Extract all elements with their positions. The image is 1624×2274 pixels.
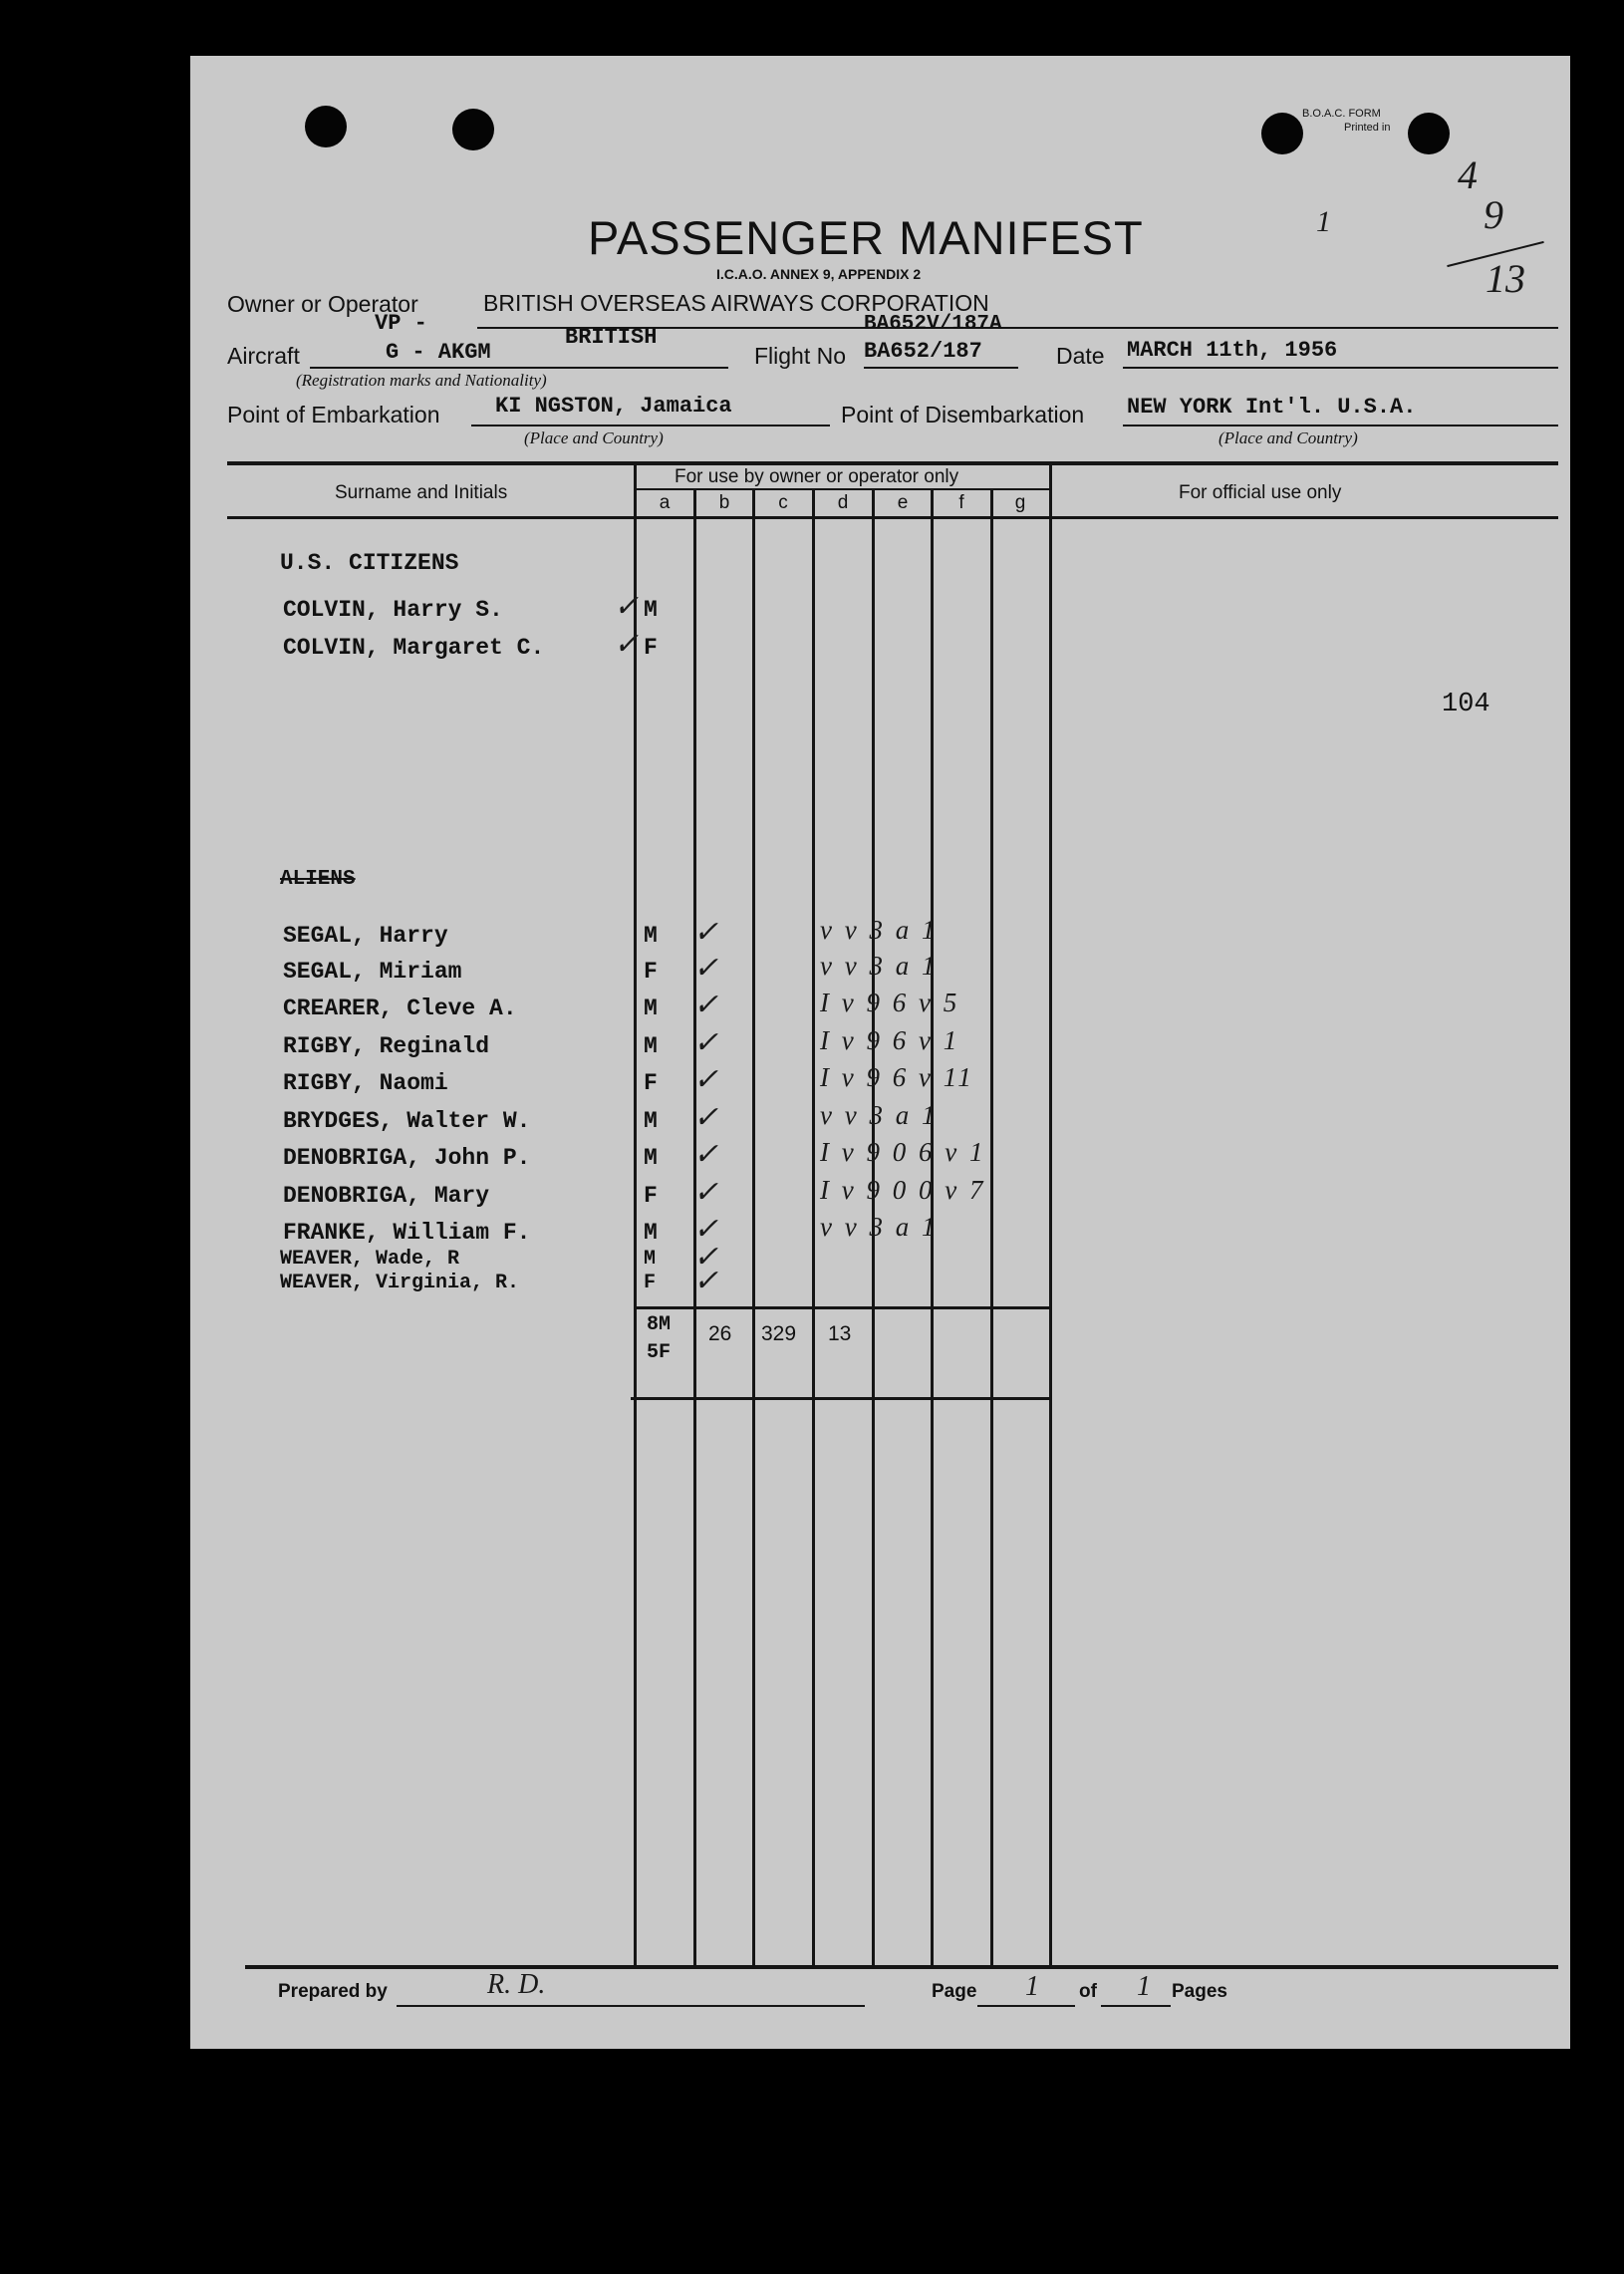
prepared-label: Prepared by [278, 1981, 388, 2002]
flight-label: Flight No [754, 343, 847, 369]
corner-mark-mid: 9 [1484, 192, 1503, 237]
col-official-header: For official use only [1179, 482, 1342, 503]
section-us-citizens: U.S. CITIZENS [280, 550, 459, 576]
col-b-header: b [718, 492, 730, 513]
passenger-name: SEGAL, Miriam [283, 959, 462, 985]
corner-mark-bottom: 13 [1486, 256, 1525, 301]
passenger-sex: M [644, 1220, 658, 1246]
handwritten-codes: I v 9 6 v 11 [820, 1062, 974, 1092]
owner-label: Owner or Operator [227, 291, 418, 317]
passenger-name: DENOBRIGA, Mary [283, 1183, 490, 1209]
aircraft-underline [310, 367, 728, 369]
check-mark-icon: ✓ [614, 590, 640, 623]
col-a-header: a [659, 492, 671, 513]
embark-underline [471, 425, 830, 426]
total-a-male: 8M [647, 1313, 672, 1336]
flight-underline [864, 367, 1018, 369]
disembark-underline [1123, 425, 1558, 426]
totals-bottom-rule [631, 1397, 1052, 1400]
check-mark-icon: ✓ [693, 952, 719, 985]
disembark-label: Point of Disembarkation [841, 402, 1085, 427]
passenger-sex: F [644, 1183, 658, 1209]
passenger-sex: F [644, 635, 658, 661]
form-printed: Printed in [1344, 122, 1391, 134]
corner-mark-top: 4 [1458, 152, 1478, 197]
aircraft-label: Aircraft [227, 343, 300, 369]
totals-top-rule [634, 1306, 1052, 1309]
aircraft-reg: G - AKGM [386, 340, 491, 365]
punch-hole [305, 106, 347, 147]
passenger-sex: F [644, 1272, 657, 1294]
col-c-header: c [778, 492, 788, 513]
col-line [990, 490, 993, 1965]
embark-note: (Place and Country) [524, 428, 664, 447]
col-line [1049, 464, 1052, 1965]
check-mark-icon: ✓ [693, 1101, 719, 1134]
passenger-name: RIGBY, Naomi [283, 1070, 448, 1096]
date-value: MARCH 11th, 1956 [1127, 338, 1338, 363]
embark-value: KI NGSTON, Jamaica [495, 394, 732, 419]
punch-hole [1408, 113, 1450, 154]
col-owner-header: For use by owner or operator only [675, 466, 959, 487]
footer-rule [245, 1965, 1558, 1969]
disembark-note: (Place and Country) [1218, 428, 1358, 447]
manifest-page [190, 56, 1570, 2049]
form-number: B.O.A.C. FORM [1302, 108, 1381, 120]
table-header-rule [227, 516, 1558, 519]
page-value: 1 [1025, 1971, 1039, 2002]
check-mark-icon: ✓ [693, 916, 719, 949]
passenger-name: WEAVER, Virginia, R. [280, 1272, 520, 1294]
punch-hole [1261, 113, 1303, 154]
aircraft-reg-top: VP - [375, 311, 427, 336]
col-line [634, 464, 637, 1965]
handwritten-codes: v v 3 a 1 [820, 1100, 939, 1130]
check-mark-icon: ✓ [693, 989, 719, 1021]
total-c: 329 [761, 1322, 797, 1345]
section-aliens: ALIENS [280, 868, 356, 891]
page-subtitle: I.C.A.O. ANNEX 9, APPENDIX 2 [716, 266, 922, 282]
embark-label: Point of Embarkation [227, 402, 440, 427]
passenger-sex: F [644, 1070, 658, 1096]
passenger-name: SEGAL, Harry [283, 923, 448, 949]
top-tick-mark: 1 [1316, 205, 1331, 238]
page-label: Page [932, 1981, 977, 2002]
passenger-sex: F [644, 959, 658, 985]
passenger-name: RIGBY, Reginald [283, 1033, 490, 1059]
date-label: Date [1056, 343, 1105, 369]
passenger-sex: M [644, 923, 658, 949]
check-mark-icon: ✓ [693, 1063, 719, 1096]
check-mark-icon: ✓ [614, 628, 640, 661]
passenger-name: COLVIN, Margaret C. [283, 635, 545, 661]
passenger-name: COLVIN, Harry S. [283, 597, 503, 623]
col-d-header: d [837, 492, 849, 513]
flight-value-top: BA652V/187A [864, 313, 1002, 336]
handwritten-codes: v v 3 a 1 [820, 1212, 939, 1242]
check-mark-icon: ✓ [693, 1213, 719, 1246]
owner-value: BRITISH OVERSEAS AIRWAYS CORPORATION [483, 290, 989, 316]
prepared-value: R. D. [487, 1969, 546, 2000]
of-underline [1101, 2005, 1171, 2007]
total-a-female: 5F [647, 1341, 672, 1364]
check-mark-icon: ✓ [693, 1176, 719, 1209]
date-underline [1123, 367, 1558, 369]
aircraft-nationality: BRITISH [565, 325, 658, 350]
passenger-sex: M [644, 1248, 657, 1271]
col-line [752, 490, 755, 1965]
passenger-sex: M [644, 1145, 658, 1171]
col-g-header: g [1014, 492, 1026, 513]
col-surname-header: Surname and Initials [335, 482, 508, 503]
handwritten-codes: I v 9 0 6 v 1 [820, 1137, 986, 1167]
passenger-name: CREARER, Cleve A. [283, 995, 517, 1021]
col-line [812, 490, 815, 1965]
disembark-value: NEW YORK Int'l. U.S.A. [1127, 395, 1417, 420]
page-title: PASSENGER MANIFEST [588, 211, 1144, 264]
check-mark-icon: ✓ [693, 1241, 719, 1274]
passenger-sex: M [644, 1033, 658, 1059]
handwritten-codes: I v 9 6 v 1 [820, 1025, 960, 1055]
pages-label: Pages [1172, 1981, 1227, 2002]
of-label: of [1079, 1981, 1097, 2002]
handwritten-codes: I v 9 0 0 v 7 [820, 1175, 986, 1205]
handwritten-codes: v v 3 a 1 [820, 915, 939, 945]
official-number: 104 [1442, 690, 1490, 719]
check-mark-icon: ✓ [693, 1026, 719, 1059]
passenger-name: FRANKE, William F. [283, 1220, 531, 1246]
prepared-underline [397, 2005, 865, 2007]
aircraft-note: (Registration marks and Nationality) [296, 371, 547, 390]
flight-value: BA652/187 [864, 339, 982, 364]
table-top-rule [227, 461, 1558, 465]
check-mark-icon: ✓ [693, 1265, 719, 1297]
passenger-sex: M [644, 597, 658, 623]
passenger-name: WEAVER, Wade, R [280, 1248, 460, 1271]
check-mark-icon: ✓ [693, 1138, 719, 1171]
passenger-sex: M [644, 1108, 658, 1134]
punch-hole [452, 109, 494, 150]
total-d: 13 [828, 1322, 852, 1345]
handwritten-codes: I v 9 6 v 5 [820, 988, 960, 1017]
of-value: 1 [1137, 1971, 1151, 2002]
passenger-name: BRYDGES, Walter W. [283, 1108, 531, 1134]
passenger-name: DENOBRIGA, John P. [283, 1145, 531, 1171]
handwritten-codes: v v 3 a 1 [820, 951, 939, 981]
passenger-sex: M [644, 995, 658, 1021]
col-e-header: e [897, 492, 909, 513]
page-underline [977, 2005, 1075, 2007]
col-f-header: f [958, 492, 964, 513]
total-b: 26 [708, 1322, 732, 1345]
